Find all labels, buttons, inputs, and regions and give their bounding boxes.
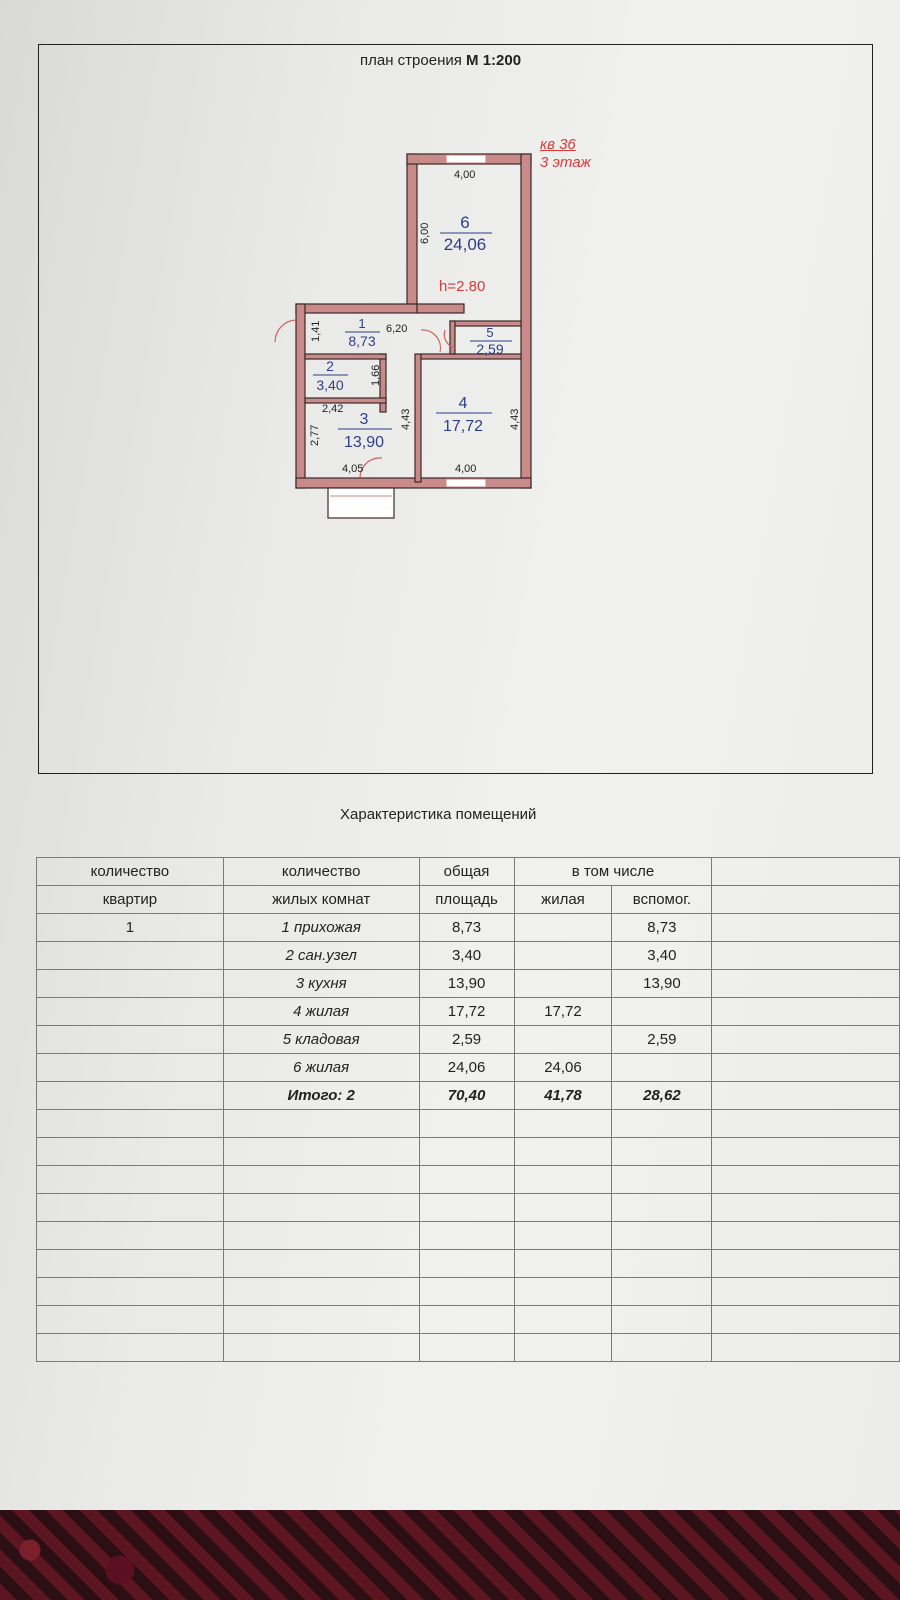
total-area: 70,40	[419, 1082, 514, 1110]
table-row	[37, 998, 900, 1026]
wall	[415, 354, 421, 482]
table-row	[37, 970, 900, 998]
empty-cell	[712, 1082, 900, 1110]
table-row	[37, 914, 900, 942]
wall	[521, 154, 531, 488]
dimension-label: 4,00	[454, 169, 476, 181]
room-number: 4	[458, 395, 468, 412]
wall	[296, 304, 305, 488]
table-row	[37, 1222, 900, 1250]
table-total-row	[37, 1082, 900, 1110]
table-row	[37, 1110, 900, 1138]
empty-cell	[37, 998, 224, 1026]
room-name: 2 сан.узел	[223, 942, 419, 970]
empty-cell	[37, 1054, 224, 1082]
room-aux: 8,73	[612, 914, 712, 942]
room-aux: 2,59	[612, 1026, 712, 1054]
header-cell: площадь	[419, 886, 514, 914]
header-cell: общая	[419, 858, 514, 886]
empty-cell	[37, 970, 224, 998]
room-aux: 13,90	[612, 970, 712, 998]
window	[446, 479, 486, 487]
dimension-label: 1,66	[370, 364, 382, 386]
table-row	[37, 942, 900, 970]
room-total: 17,72	[419, 998, 514, 1026]
room-area: 3,40	[316, 377, 344, 393]
room-living: 24,06	[514, 1054, 612, 1082]
floor-number: 3 этаж	[540, 154, 591, 171]
dimension-label: 4,43	[509, 408, 521, 430]
room-number: 3	[359, 411, 369, 428]
door-arc	[275, 320, 296, 342]
room-living	[514, 970, 612, 998]
empty-cell	[712, 1054, 900, 1082]
empty-cell	[712, 942, 900, 970]
apartments-count: 1	[37, 914, 224, 942]
door-arc	[421, 330, 440, 352]
room-living	[514, 914, 612, 942]
room-name: 5 кладовая	[223, 1026, 419, 1054]
empty-cell	[712, 1026, 900, 1054]
balcony	[328, 488, 394, 518]
wall	[450, 321, 455, 354]
table-header-row	[37, 886, 900, 914]
ceiling-height: h=2.80	[439, 278, 486, 295]
header-cell: квартир	[37, 886, 224, 914]
dimension-label: 4,05	[342, 463, 364, 475]
room-area: 8,73	[348, 333, 376, 349]
wall	[296, 478, 531, 488]
wall	[296, 304, 417, 313]
room-aux	[612, 998, 712, 1026]
plan-walls	[296, 154, 531, 488]
room-area: 17,72	[442, 418, 484, 435]
empty-cell	[712, 886, 900, 914]
empty-cell	[712, 858, 900, 886]
dimension-label: 4,43	[400, 408, 412, 430]
table-title: Характеристика помещений	[340, 806, 537, 823]
wall	[305, 398, 386, 403]
window	[446, 155, 486, 163]
background-carpet	[0, 1510, 900, 1600]
room-total: 8,73	[419, 914, 514, 942]
room-total: 13,90	[419, 970, 514, 998]
room-number: 1	[358, 316, 366, 331]
dimension-label: 6,00	[419, 222, 431, 244]
dimension-label: 4,00	[455, 463, 477, 475]
wall	[305, 354, 386, 359]
empty-cell	[712, 970, 900, 998]
empty-cell	[37, 942, 224, 970]
room-living	[514, 942, 612, 970]
empty-cell	[712, 998, 900, 1026]
table-row	[37, 1026, 900, 1054]
room-name: 1 прихожая	[223, 914, 419, 942]
wall	[417, 304, 464, 313]
dimension-label: 2,42	[322, 403, 344, 415]
total-living: 41,78	[514, 1082, 612, 1110]
header-cell: жилых комнат	[223, 886, 419, 914]
room-name: 6 жилая	[223, 1054, 419, 1082]
table-header-row	[37, 858, 900, 886]
room-area: 2,59	[476, 341, 504, 357]
room-number: 5	[486, 325, 494, 340]
room-total: 24,06	[419, 1054, 514, 1082]
room-aux	[612, 1054, 712, 1082]
total-label: Итого: 2	[223, 1082, 419, 1110]
dimension-label: 2,77	[309, 424, 321, 446]
header-cell: в том числе	[514, 858, 712, 886]
header-cell: количество	[37, 858, 224, 886]
room-living: 17,72	[514, 998, 612, 1026]
room-number: 6	[460, 213, 470, 232]
room-number: 2	[326, 358, 334, 374]
room-area: 24,06	[443, 235, 487, 254]
dimension-label: 6,20	[386, 323, 408, 335]
apartment-number: кв 36	[540, 136, 576, 153]
table-row	[37, 1138, 900, 1166]
floor-plan-drawing	[0, 0, 900, 780]
table-row	[37, 1306, 900, 1334]
room-total: 3,40	[419, 942, 514, 970]
table-row	[37, 1054, 900, 1082]
dimension-label: 1,41	[310, 320, 322, 342]
wall	[421, 354, 521, 359]
table-row	[37, 1334, 900, 1362]
room-area: 13,90	[343, 434, 385, 451]
empty-cell	[37, 1026, 224, 1054]
room-name: 3 кухня	[223, 970, 419, 998]
table-row	[37, 1250, 900, 1278]
table-row	[37, 1278, 900, 1306]
room-total: 2,59	[419, 1026, 514, 1054]
table-row	[37, 1194, 900, 1222]
table-row	[37, 1166, 900, 1194]
header-cell: жилая	[514, 886, 612, 914]
empty-cell	[37, 1082, 224, 1110]
rooms-table	[36, 857, 900, 1362]
wall	[407, 154, 417, 312]
room-aux: 3,40	[612, 942, 712, 970]
header-cell: количество	[223, 858, 419, 886]
plan-scale: М 1:200	[466, 52, 522, 69]
room-living	[514, 1026, 612, 1054]
plan-title-text: план строения	[360, 52, 462, 69]
header-cell: вспомог.	[612, 886, 712, 914]
empty-cell	[712, 914, 900, 942]
total-aux: 28,62	[612, 1082, 712, 1110]
room-name: 4 жилая	[223, 998, 419, 1026]
